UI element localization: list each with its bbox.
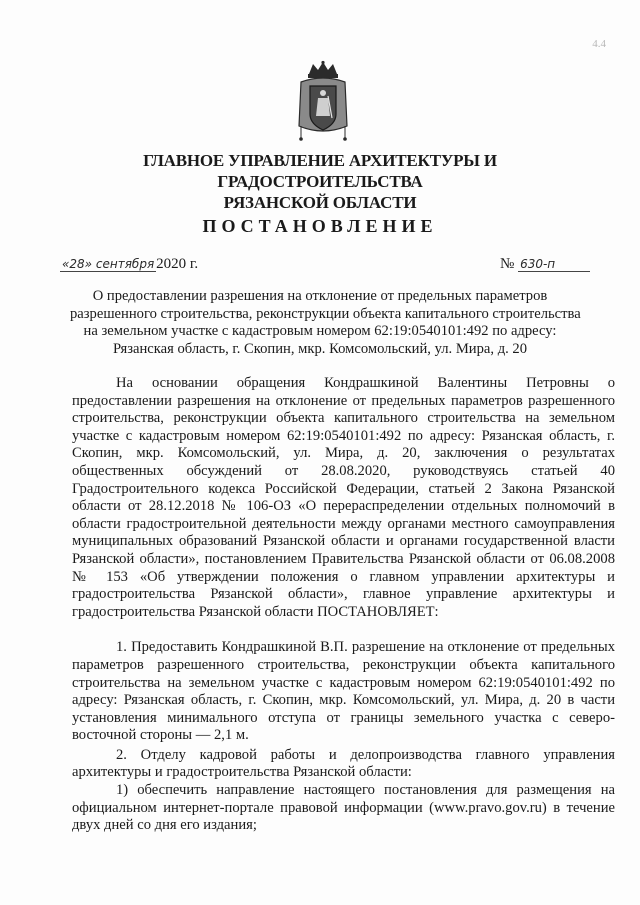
- subject-line-3: на земельном участке с кадастровым номером 62:19:0540101:492 по адресу:: [83, 323, 557, 339]
- date-year: 2020 г.: [156, 256, 199, 272]
- item-2-paragraph: 2. Отделу кадровой работы и делопроизводства главного управления архитектуры и градостроительства Рязанской области:: [72, 746, 615, 781]
- subject-line-2: разрешенного строительства, реконструкции объекта капитального строительства: [70, 305, 581, 322]
- item-2-1-paragraph: 1) обеспечить направление настоящего постановления для размещения на официальном интернет-портале правовой информации (www.pravo.gov.ru) в течение двух дней со дня его издания;: [72, 782, 615, 834]
- document-number: [500, 256, 590, 273]
- document-body: [72, 375, 615, 835]
- org-line-2: РЯЗАНСКОЙ ОБЛАСТИ: [223, 193, 417, 212]
- document-date: [60, 256, 198, 273]
- item-1-paragraph: 1. Предоставить Кондрашкиной В.П. разрешение на отклонение от предельных параметров разрешенного строительства, реконструкции объекта капитального строительства на земельном участке с кадастровым номером 62:19:0540101:492 по адресу: Рязанская область, г. Скопин, мкр. Комсомольский, ул. Мира, д. 20 в части установления минимального отступа от границы земельного участка с северо-восточной стороны — 2,1 м.: [72, 639, 615, 744]
- preamble-paragraph: На основании обращения Кондрашкиной Валентины Петровны о предоставлении разрешения на отклонение от предельных параметров разрешенного строительства, реконструкции объекта капитального строительства на земельном участке с кадастровым номером 62:19:0540101:492 по адресу: Рязанская область, г. Скопин, мкр. Комсомольский, ул. Мира, д. 20, заключения о результатах общественных обсуждений от 28.08.2020, руководствуясь статьей 40 Градостроительного кодекса Российской Федерации, статьей 2 Закона Рязанской области от 28.12.2018 № 106-ОЗ «О перераспределении отдельных полномочий в области градостроительной деятельности между органами местного самоуправления муниципальных образований Рязанской области и органами государственной власти Рязанской области», постановлением Правительства Рязанской области от 06.08.2008 № 153 «Об утверждении положения о главном управлении архитектуры и градостроительства Рязанской области», главное управление архитектуры и градостроительства Рязанской области ПОСТАНОВЛЯЕТ:: [72, 375, 615, 620]
- organization-name: [40, 150, 600, 213]
- ryazan-coat-of-arms-icon: [295, 60, 351, 144]
- page-number: 4.4: [592, 38, 606, 50]
- document-type: ПОСТАНОВЛЕНИЕ: [202, 216, 438, 236]
- handwritten-number: 630-п: [518, 257, 590, 272]
- document-subject: [70, 288, 581, 358]
- org-line-1: ГЛАВНОЕ УПРАВЛЕНИЕ АРХИТЕКТУРЫ И ГРАДОСТРОИТЕЛЬСТВА: [143, 151, 497, 191]
- handwritten-date: «28» сентября: [62, 257, 155, 271]
- subject-line-4: Рязанская область, г. Скопин, мкр. Комсомольский, ул. Мира, д. 20: [112, 340, 528, 357]
- number-label: №: [500, 256, 515, 272]
- subject-line-1: О предоставлении разрешения на отклонение от предельных параметров: [92, 288, 548, 304]
